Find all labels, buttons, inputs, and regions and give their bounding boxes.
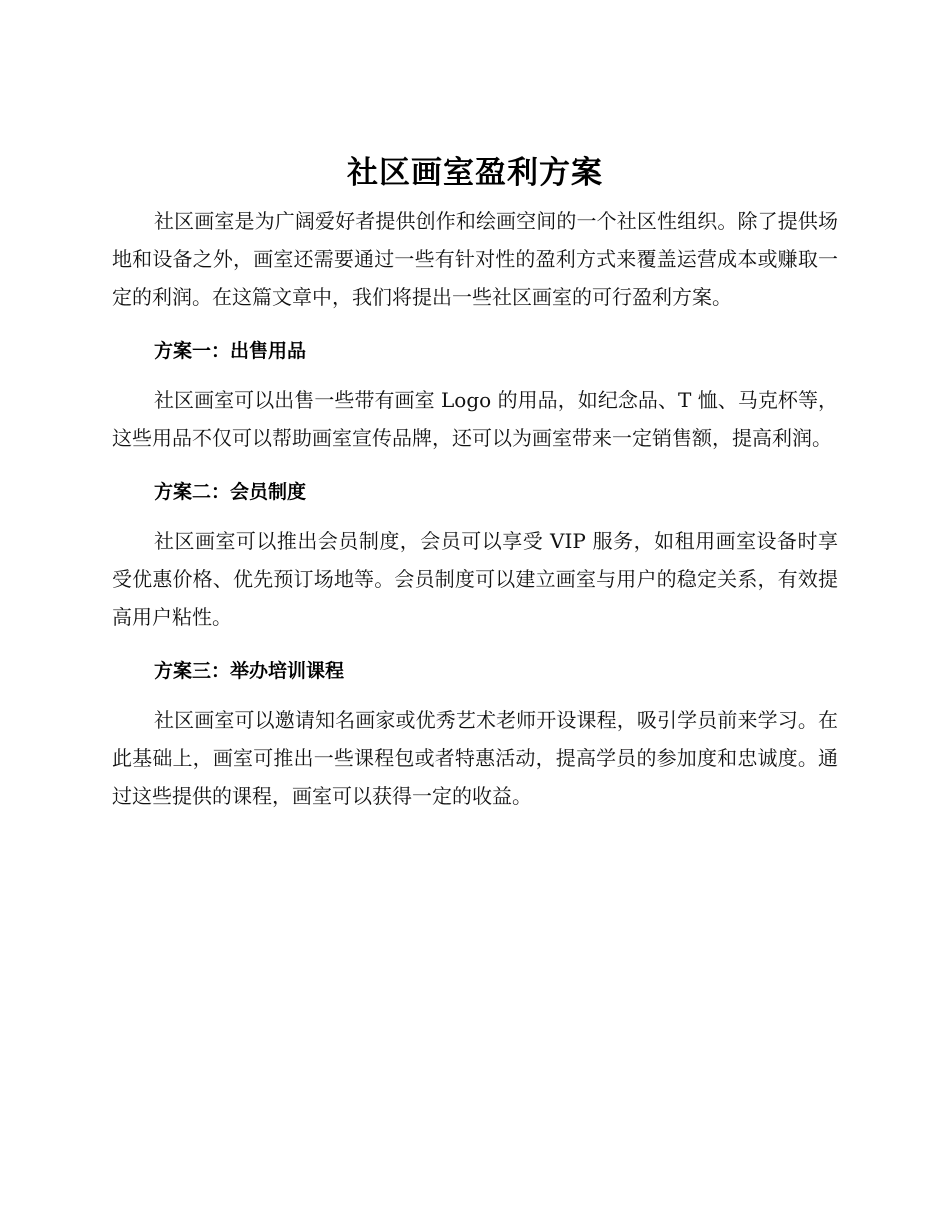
section-heading-3: 方案三：举办培训课程	[154, 660, 345, 682]
section-body-1: 社区画室可以出售一些带有画室 Logo 的用品，如纪念品、T 恤、马克杯等，这些用品不仅可以帮助画室宣传品牌，还可以为画室带来一定销售额，提高利润。	[112, 388, 838, 450]
intro-paragraph: 社区画室是为广阔爱好者提供创作和绘画空间的一个社区性组织。除了提供场地和设备之外，画室还需要通过一些有针对性的盈利方式来覆盖运营成本或赚取一定的利润。在这篇文章中，我们将提出一些社区画室的可行盈利方案。	[112, 209, 838, 309]
section-heading-2: 方案二：会员制度	[154, 481, 307, 503]
document-title: 社区画室盈利方案	[347, 155, 603, 191]
section-body-3: 社区画室可以邀请知名画家或优秀艺术老师开设课程，吸引学员前来学习。在此基础上，画室可推出一些课程包或者特惠活动，提高学员的参加度和忠诚度。通过这些提供的课程，画室可以获得一定的收益。	[112, 708, 838, 808]
section-body-2: 社区画室可以推出会员制度，会员可以享受 VIP 服务，如租用画室设备时享受优惠价格、优先预订场地等。会员制度可以建立画室与用户的稳定关系，有效提高用户粘性。	[112, 529, 838, 629]
section-heading-1: 方案一：出售用品	[154, 340, 307, 362]
